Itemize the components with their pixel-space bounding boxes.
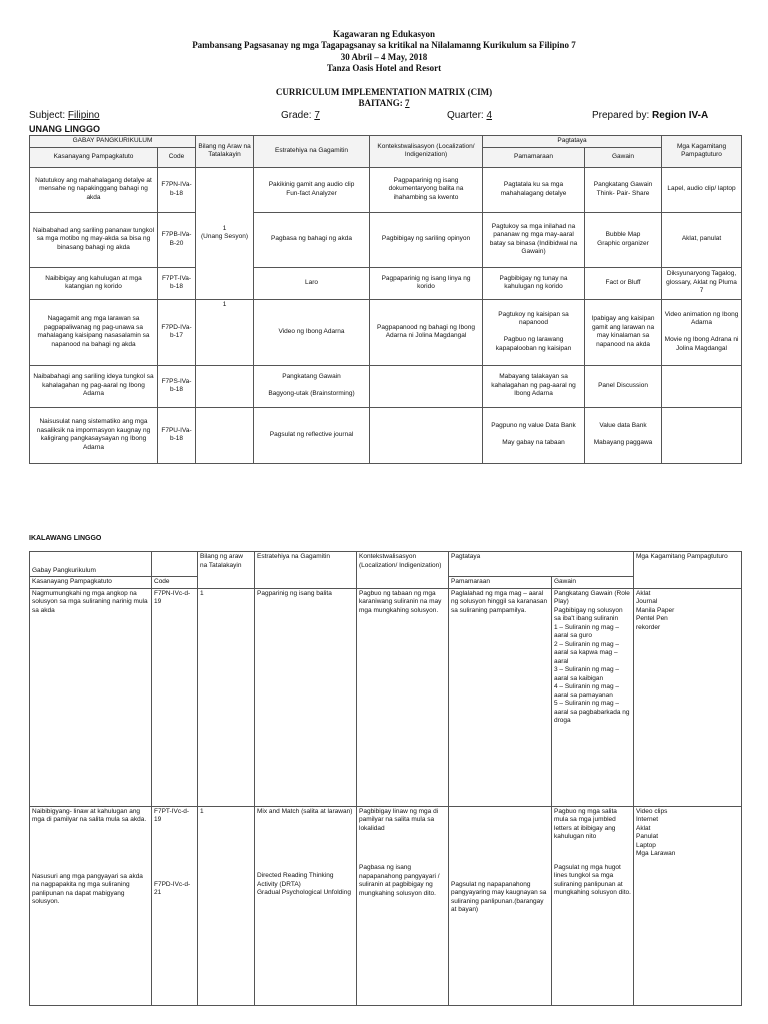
kontekstwalisasyon-cell: Pagpaparinig ng isang dokumentaryong balita na ihahambing sa kwento bbox=[370, 167, 483, 212]
bilang-cell: 1 bbox=[198, 806, 255, 1005]
kagamitan-cell: Diksyunaryong Tagalog, glossary, Aklat ng Pluma 7 bbox=[662, 267, 742, 299]
kasanayan-cell: Nagagamit ang mga larawan sa pagpapaliwanag ng pag-unawa sa mahalagang kaisipang nasasalamin sa napanood na bahagi ng akda bbox=[30, 299, 158, 365]
pamamaraan-cell: Paglalahad ng mga mag – aaral ng solusyon hinggil sa karanasan sa suliraning pampamilya. bbox=[449, 588, 552, 806]
kagamitan-cell: Aklat, panulat bbox=[662, 212, 742, 267]
baitang-value: 7 bbox=[405, 98, 410, 108]
quarter-value: 4 bbox=[486, 110, 493, 121]
code-cell bbox=[152, 806, 198, 1005]
header-kontekstwalisasyon: Kontekstwalisasyon (Localization/ Indigenization) bbox=[370, 136, 483, 168]
kasanayan-cell: Naibabahagi ang sariling ideya tungkol sa kahalagahan ng pag-aaral ng Ibong Adarna bbox=[30, 365, 158, 407]
subject-field bbox=[29, 110, 100, 121]
header-pagtataya: Pagtataya bbox=[449, 552, 634, 577]
estratehiya-cell: Video ng Ibong Adarna bbox=[254, 299, 370, 365]
header-kasanayan: Kasanayang Pampagkatuto bbox=[30, 577, 152, 589]
week1-label: UNANG LINGGO bbox=[29, 124, 100, 134]
prepared-label: Prepared by: bbox=[592, 110, 653, 121]
kasanayan-text: Naibibigyang- linaw at kahulugan ang mga di pamilyar na salita mula sa akda. bbox=[32, 807, 147, 823]
bilang-cell: 1 bbox=[196, 299, 254, 365]
estratehiya-cell: Pagbasa ng bahagi ng akda bbox=[254, 212, 370, 267]
kasanayan-cell: Natutukoy ang mahahalagang detalye at mensahe ng napakinggang bahagi ng akda bbox=[30, 167, 158, 212]
header-bilang: Bilang ng Araw na Tatalakayin bbox=[196, 136, 254, 168]
gawain-cell: Panel Discussion bbox=[585, 365, 662, 407]
header-estratehiya: Estratehiya na Gagamitin bbox=[254, 136, 370, 168]
estratehiya-cell: Pangkatang Gawain Bagyong-utak (Brainstorming) bbox=[254, 365, 370, 407]
code-cell: F7PN-IVc-d-19 bbox=[152, 588, 198, 806]
gawain-text: Pagsulat ng mga hugot lines tungkol sa mga suliraning panlipunan at mungkahing solusyon dito. bbox=[554, 863, 631, 896]
gawain-cell: Ipabigay ang kaisipan gamit ang larawan na may kinalaman sa napanood na akda bbox=[585, 299, 662, 365]
bilang-cell: 1 bbox=[198, 588, 255, 806]
estratehiya-cell: Laro bbox=[254, 267, 370, 299]
table-row bbox=[30, 267, 742, 299]
gawain-cell: Bubble Map Graphic organizer bbox=[585, 212, 662, 267]
subject-value: Filipino bbox=[67, 110, 100, 121]
header-gabay: Gabay Pangkurikulum bbox=[30, 552, 152, 577]
kontekstwalisasyon-cell: Pagbibigay ng sariling opinyon bbox=[370, 212, 483, 267]
kagamitan-cell bbox=[662, 407, 742, 463]
kontekstwalisasyon-cell bbox=[370, 365, 483, 407]
grade-value: 7 bbox=[314, 110, 320, 121]
kagamitan-cell bbox=[662, 365, 742, 407]
kagamitan-cell: Lapel, audio clip/ laptop bbox=[662, 167, 742, 212]
table-row bbox=[30, 407, 742, 463]
baitang-line bbox=[0, 98, 768, 108]
pamamaraan-cell: Mabayang talakayan sa kahalagahan ng pag-aaral ng Ibong Adarna bbox=[483, 365, 585, 407]
table-row bbox=[30, 299, 742, 365]
bilang-cell bbox=[196, 407, 254, 463]
kasanayan-cell: Nagmumungkahi ng mga angkop na solusyon sa mga suliraning narinig mula sa akda bbox=[30, 588, 152, 806]
code-cell: F7PD-IVa-b-17 bbox=[158, 299, 196, 365]
kontekstwalisasyon-cell bbox=[357, 806, 449, 1005]
gawain-cell: Pangkatang Gawain (Role Play) Pagbibigay ng solusyon sa iba't ibang suliranin 1 – Suliranin ng mag – aaral sa guro 2 – Suliranin ng mag – aaral sa kapwa mag – aaral 3 – Suliranin ng mag – aaral sa kaibigan 4 – Suliranin ng mag – aaral sa pamayanan 5 – Suliranin ng mag – aaral sa pagbabarkada ng droga bbox=[552, 588, 634, 806]
kontekstwalisasyon-text: Pagbibigay linaw ng mga di pamilyar na salita mula sa lokalidad bbox=[359, 807, 439, 832]
kontekstwalisasyon-cell bbox=[370, 407, 483, 463]
gawain-text: Pagbuo ng mga salita mula sa mga jumbled letters at ibibigay ang kahulugan nito bbox=[554, 807, 617, 840]
header-gabay: GABAY PANGKURIKULUM bbox=[30, 136, 196, 148]
kontekstwalisasyon-cell: Pagpaparinig ng isang linya ng korido bbox=[370, 267, 483, 299]
kasanayan-cell: Naibabahad ang sariling pananaw tungkol sa mga motibo ng may-akda sa bisa ng binasang bahagi ng akda bbox=[30, 212, 158, 267]
table-row bbox=[30, 806, 742, 1005]
header-pagtataya: Pagtataya bbox=[483, 136, 662, 148]
gawain-cell: Value data Bank Mabayang paggawa bbox=[585, 407, 662, 463]
table-row bbox=[30, 365, 742, 407]
pamamaraan-cell: Pagtatala ku sa mga mahahalagang detalye bbox=[483, 167, 585, 212]
header-line-1: Kagawaran ng Edukasyon bbox=[332, 29, 436, 39]
gawain-cell: Pangkatang Gawain Think- Pair- Share bbox=[585, 167, 662, 212]
grade-label: Grade: bbox=[281, 110, 315, 121]
header-kagamitan: Mga Kagamitang Pampagtuturo bbox=[662, 136, 742, 168]
header-code: Code bbox=[158, 147, 196, 167]
header-code: Code bbox=[152, 577, 198, 589]
header-gawain: Gawain bbox=[585, 147, 662, 167]
header-bilang: Bilang ng araw na Tatalakayin bbox=[198, 552, 255, 589]
code-text: F7PT-IVc-d-19 bbox=[154, 807, 190, 823]
code-cell: F7PB-IVa-B-20 bbox=[158, 212, 196, 267]
subject-label: Subject: bbox=[29, 110, 68, 121]
header-gawain: Gawain bbox=[552, 577, 634, 589]
week2-label: IKALAWANG LINGGO bbox=[29, 535, 102, 542]
gawain-cell bbox=[552, 806, 634, 1005]
kasanayan-cell bbox=[30, 806, 152, 1005]
quarter-field bbox=[447, 110, 492, 121]
quarter-label: Quarter: bbox=[447, 110, 487, 121]
kontekstwalisasyon-cell: Pagpapanood ng bahagi ng Ibong Adarna ni Jolina Magdangal bbox=[370, 299, 483, 365]
header-line-3: 30 Abril – 4 May, 2018 bbox=[340, 52, 428, 62]
estratehiya-text: Directed Reading Thinking Activity (DRTA) Gradual Psychological Unfolding bbox=[257, 872, 351, 896]
header-pamamaraan: Pamamaraan bbox=[483, 147, 585, 167]
estratehiya-cell bbox=[255, 806, 357, 1005]
kontekstwalisasyon-text: Pagbasa ng isang napapanahong pangyayari / suliranin at pagbibigay ng mungkahing solusyon dito. bbox=[359, 864, 440, 897]
pamamaraan-cell: Pagtukoy sa mga inilahad na pananaw ng mga may-aaral batay sa binasa (Indibidwal na Gawain) bbox=[483, 212, 585, 267]
baitang-label: BAITANG: bbox=[358, 98, 406, 108]
code-text: F7PD-IVc-d-21 bbox=[154, 880, 191, 896]
kasanayan-cell: Naisusulat nang sistematiko ang mga nasaliksik na impormasyon kaugnay ng kaligirang pangkasaysayan ng Ibong Adarna bbox=[30, 407, 158, 463]
week1-table bbox=[29, 135, 742, 464]
header-empty bbox=[152, 552, 198, 577]
table-row bbox=[30, 167, 742, 212]
kagamitan-cell: Video animation ng Ibong Adarna Movie ng Ibong Adrana ni Jolina Magdangal bbox=[662, 299, 742, 365]
pamamaraan-cell: Pagpuno ng value Data Bank May gabay na tabaan bbox=[483, 407, 585, 463]
estratehiya-cell: Pakikinig gamit ang audio clip Fun-fact Analyzer bbox=[254, 167, 370, 212]
header-kasanayan: Kasanayang Pampagkatuto bbox=[30, 147, 158, 167]
table-row bbox=[30, 588, 742, 806]
code-cell: F7PU-IVa-b-18 bbox=[158, 407, 196, 463]
kasanayan-cell: Naibibigay ang kahulugan at mga katangian ng korido bbox=[30, 267, 158, 299]
estratehiya-cell: Pagsulat ng reflective journal bbox=[254, 407, 370, 463]
header-pamamaraan: Pamamaraan bbox=[449, 577, 552, 589]
bilang-cell bbox=[196, 365, 254, 407]
code-cell: F7PT-IVa-b-18 bbox=[158, 267, 196, 299]
grade-field bbox=[281, 110, 320, 121]
prepared-field bbox=[592, 110, 708, 121]
header-kagamitan: Mga Kagamitang Pampagtuturo bbox=[634, 552, 742, 589]
week2-table bbox=[29, 551, 742, 1006]
table-row bbox=[30, 212, 742, 267]
estratehiya-cell: Pagparinig ng isang balita bbox=[255, 588, 357, 806]
header-estratehiya: Estratehiya na Gagamitin bbox=[255, 552, 357, 589]
pamamaraan-cell bbox=[449, 806, 552, 1005]
pamamaraan-cell: Pagbibigay ng tunay na kahulugan ng korido bbox=[483, 267, 585, 299]
kasanayan-text: Nasusuri ang mga pangyayari sa akda na nagpapakita ng mga suliraning panlipunan na dapat mabigyang solusyon. bbox=[32, 872, 143, 905]
kagamitan-cell: Aklat Journal Manila Paper Pentel Pen rekorder bbox=[634, 588, 742, 806]
bilang-cell: 1 (Unang Sesyon) bbox=[196, 167, 254, 299]
header-kontekstwalisasyon: Kontekstwalisasyon (Localization/ Indigenization) bbox=[357, 552, 449, 589]
code-cell: F7PS-IVa-b-18 bbox=[158, 365, 196, 407]
gawain-cell: Fact or Bluff bbox=[585, 267, 662, 299]
estratehiya-text: Mix and Match (salita at larawan) bbox=[257, 807, 353, 815]
kagamitan-cell: Video clips Internet Aklat Panulat Laptop Mga Larawan bbox=[634, 806, 742, 1005]
kontekstwalisasyon-cell: Pagbuo ng tabaan ng mga karaniwang suliranin na may mga mungkahing solusyon. bbox=[357, 588, 449, 806]
document-title: CURRICULUM IMPLEMENTATION MATRIX (CIM) bbox=[275, 87, 493, 97]
header-line-4: Tanza Oasis Hotel and Resort bbox=[326, 63, 442, 73]
header-line-2: Pambansang Pagsasanay ng mga Tagapagsanay sa kritikal na Nilalamanng Kurikulum sa Filipino 7 bbox=[192, 40, 576, 50]
code-cell: F7PN-IVa-b-18 bbox=[158, 167, 196, 212]
prepared-value: Region IV-A bbox=[652, 110, 709, 121]
pamamaraan-cell: Pagtukoy ng kaisipan sa napanood Pagbuo ng larawang kapapalooban ng kaisipan bbox=[483, 299, 585, 365]
pamamaraan-text: Pagsulat ng napapanahong pangyayaring may kaugnayan sa suliraning panlipunan.(barangay at bayan) bbox=[451, 880, 547, 913]
